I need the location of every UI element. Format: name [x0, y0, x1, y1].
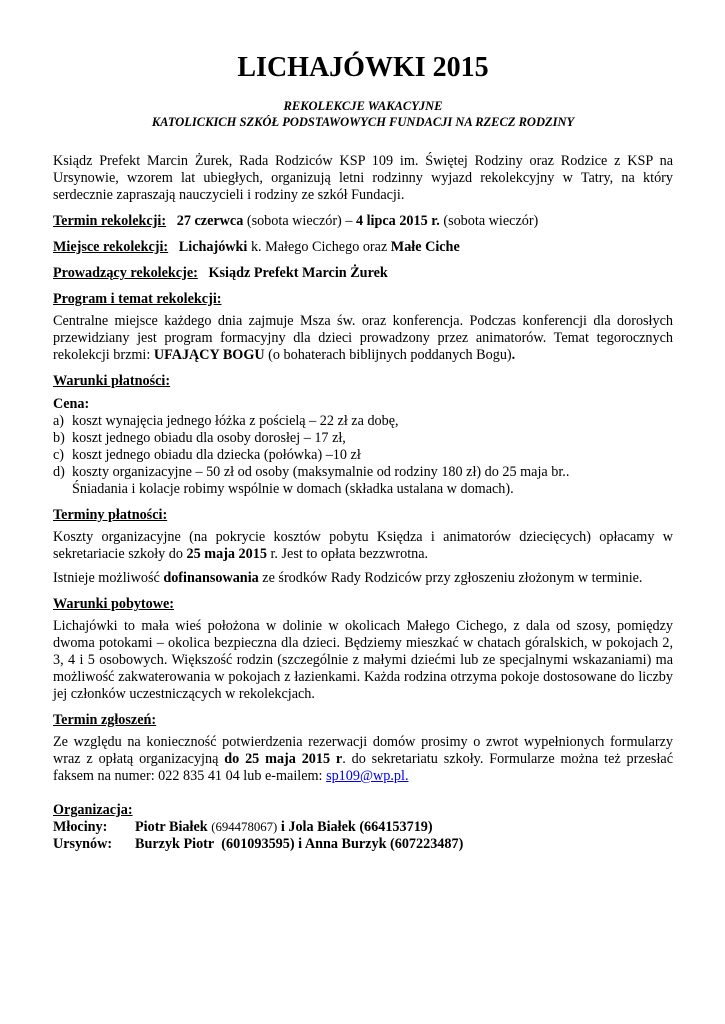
page-title: LICHAJÓWKI 2015: [237, 52, 489, 83]
cena-label: [53, 396, 673, 413]
organizacja-row-ursynow: [53, 836, 673, 853]
org-phone-1: (694478067): [211, 820, 278, 834]
org-person-2: Anna Burzyk: [304, 836, 387, 852]
list-marker: d): [53, 464, 65, 480]
list-item: [53, 447, 673, 464]
program-theme: UFAJĄCY BOGU: [153, 347, 265, 363]
program-end: .: [511, 347, 516, 363]
program-paragraph: [53, 313, 673, 364]
zgloszen-paragraph: [53, 734, 673, 785]
zgloszen-label: Termin zgłoszeń:: [53, 712, 157, 728]
prowadzacy-row: [53, 265, 673, 282]
prowadzacy-name: Ksiądz Prefekt Marcin Żurek: [208, 265, 388, 281]
org-contacts: [135, 836, 463, 853]
platnosci-label: Warunki płatności:: [53, 373, 171, 389]
list-marker: a): [53, 413, 65, 429]
document-page: [53, 52, 673, 853]
list-item: [53, 430, 673, 447]
zgloszen-text-2: . do sekretariatu szkoły. Formularze można też przesłać faksem na numer: 022 835 41 04 lub e-mailem:: [53, 751, 673, 784]
termin-note-start: (sobota wieczór) –: [246, 213, 353, 229]
org-phone-2: (607223487): [390, 836, 464, 852]
terminy-platnosci-paragraph-2: [53, 570, 673, 587]
list-marker: b): [53, 430, 65, 446]
miejsce-place-1: Lichajówki: [178, 239, 248, 255]
termin-label: Termin rekolekcji:: [53, 213, 167, 229]
terminy-platnosci-paragraph-1: [53, 529, 673, 563]
miejsce-place-2: Małe Ciche: [390, 239, 460, 255]
miejsce-row: [53, 239, 673, 256]
pobytowe-heading: [53, 596, 673, 613]
org-place: Ursynów:: [53, 836, 113, 852]
zgloszen-heading: [53, 712, 673, 729]
list-item: [53, 413, 673, 430]
terminy-text-1: Koszty organizacyjne (na pokrycie kosztów pobytu Księdza i animatorów dziecięcych) opłacamy w sekretariacie szkoły do: [53, 529, 673, 562]
email-link[interactable]: sp109@wp.pl.: [326, 768, 409, 784]
list-item-text: koszt wynajęcia jednego łóżka z pościelą – 22 zł za dobę,: [72, 413, 399, 429]
termin-date-end: 4 lipca 2015 r.: [355, 213, 440, 229]
terminy-platnosci-label: Terminy płatności:: [53, 507, 168, 523]
subtitle-line-1: REKOLEKCJE WAKACYJNE: [283, 99, 443, 113]
program-label: Program i temat rekolekcji:: [53, 291, 222, 307]
org-contacts: [135, 819, 433, 836]
list-item-text: koszt jednego obiadu dla osoby dorosłej – 17 zł,: [72, 430, 346, 446]
org-separator: i: [298, 836, 303, 852]
list-item: [53, 464, 673, 481]
list-item-text: koszty organizacyjne – 50 zł od osoby (maksymalnie od rodziny 180 zł) do 25 maja br..: [72, 464, 570, 480]
org-person-2: Jola Białek: [288, 819, 356, 835]
terminy-text-2-bold: dofinansowania: [163, 570, 259, 586]
pobytowe-paragraph: Lichajówki to mała wieś położona w dolinie w okolicach Małego Cichego, z dala od szosy, pomiędzy dwoma potokami – okolica bezpieczna dla dzieci. Będziemy mieszkać w chatach góralskich, w pokojach 2, 3, 4 i 5 osobowych. Większość rodzin (szczególnie z małymi dziećmi lub ze specjalnymi wskazaniami) ma możliwość zakwaterowania w pokojach z łazienkami. Każda rodzina otrzyma pokoje dostosowane do liczby jej członków uczestniczących w rekolekcjach.: [53, 618, 673, 702]
program-theme-note: (o bohaterach biblijnych poddanych Bogu): [268, 347, 512, 363]
termin-note-end: (sobota wieczór): [443, 213, 539, 229]
termin-date-start: 27 czerwca: [176, 213, 244, 229]
terminy-platnosci-heading: [53, 507, 673, 524]
cena-label-text: Cena:: [53, 396, 90, 412]
intro-paragraph: Ksiądz Prefekt Marcin Żurek, Rada Rodziców KSP 109 im. Świętej Rodziny oraz Rodzice z KSP na Ursynowie, wzorem lat ubiegłych, organizują letni rodzinny wyjazd rekolekcyjny w Tatry, na który serdecznie zapraszają nauczycieli i rodziny ze szkół Fundacji.: [53, 153, 673, 203]
list-marker: c): [53, 447, 65, 463]
org-place: Młociny:: [53, 819, 108, 835]
org-person-1: Burzyk Piotr: [135, 836, 215, 852]
miejsce-label: Miejsce rekolekcji:: [53, 239, 169, 255]
termin-row: [53, 213, 673, 230]
organizacja-label: Organizacja:: [53, 802, 133, 818]
org-phone-2: (664153719): [359, 819, 433, 835]
platnosci-heading: [53, 373, 673, 390]
zgloszen-date: do 25 maja 2015 r: [224, 751, 343, 767]
terminy-text-2-start: Istnieje możliwość: [53, 570, 160, 586]
meals-note: Śniadania i kolacje robimy wspólnie w domach (składka ustalana w domach).: [72, 481, 514, 497]
organizacja-row-mlociny: [53, 819, 673, 836]
org-phone-1: (601093595): [221, 836, 295, 852]
org-person-1: Piotr Białek: [135, 819, 208, 835]
program-heading: [53, 291, 673, 308]
price-list: [53, 413, 673, 481]
miejsce-mid: k. Małego Cichego oraz: [250, 239, 388, 255]
program-text: Centralne miejsce każdego dnia zajmuje Msza św. oraz konferencja. Podczas konferencji dla dorosłych przewidziany jest program formacyjny dla dzieci prowadzony przez animatorów. Temat tegorocznych rekolekcji brzmi:: [53, 313, 673, 363]
list-item-text: koszt jednego obiadu dla dziecka (połówka) –10 zł: [72, 447, 361, 463]
terminy-text-1-end: r. Jest to opłata bezzwrotna.: [270, 546, 429, 562]
terminy-text-2-end: ze środków Rady Rodziców przy zgłoszeniu złożonym w terminie.: [262, 570, 643, 586]
organizacja-heading: [53, 802, 673, 819]
subtitle-line-2: KATOLICKICH SZKÓŁ PODSTAWOWYCH FUNDACJI NA RZECZ RODZINY: [151, 115, 575, 129]
zgloszen-text-1: Ze względu na konieczność potwierdzenia rezerwacji domów prosimy o zwrot wypełnionych formularzy wraz z opłatą organizacyjną: [53, 734, 673, 767]
terminy-date: 25 maja 2015: [186, 546, 267, 562]
pobytowe-label: Warunki pobytowe:: [53, 596, 175, 612]
org-separator: i: [280, 819, 285, 835]
prowadzacy-label: Prowadzący rekolekcje:: [53, 265, 198, 281]
